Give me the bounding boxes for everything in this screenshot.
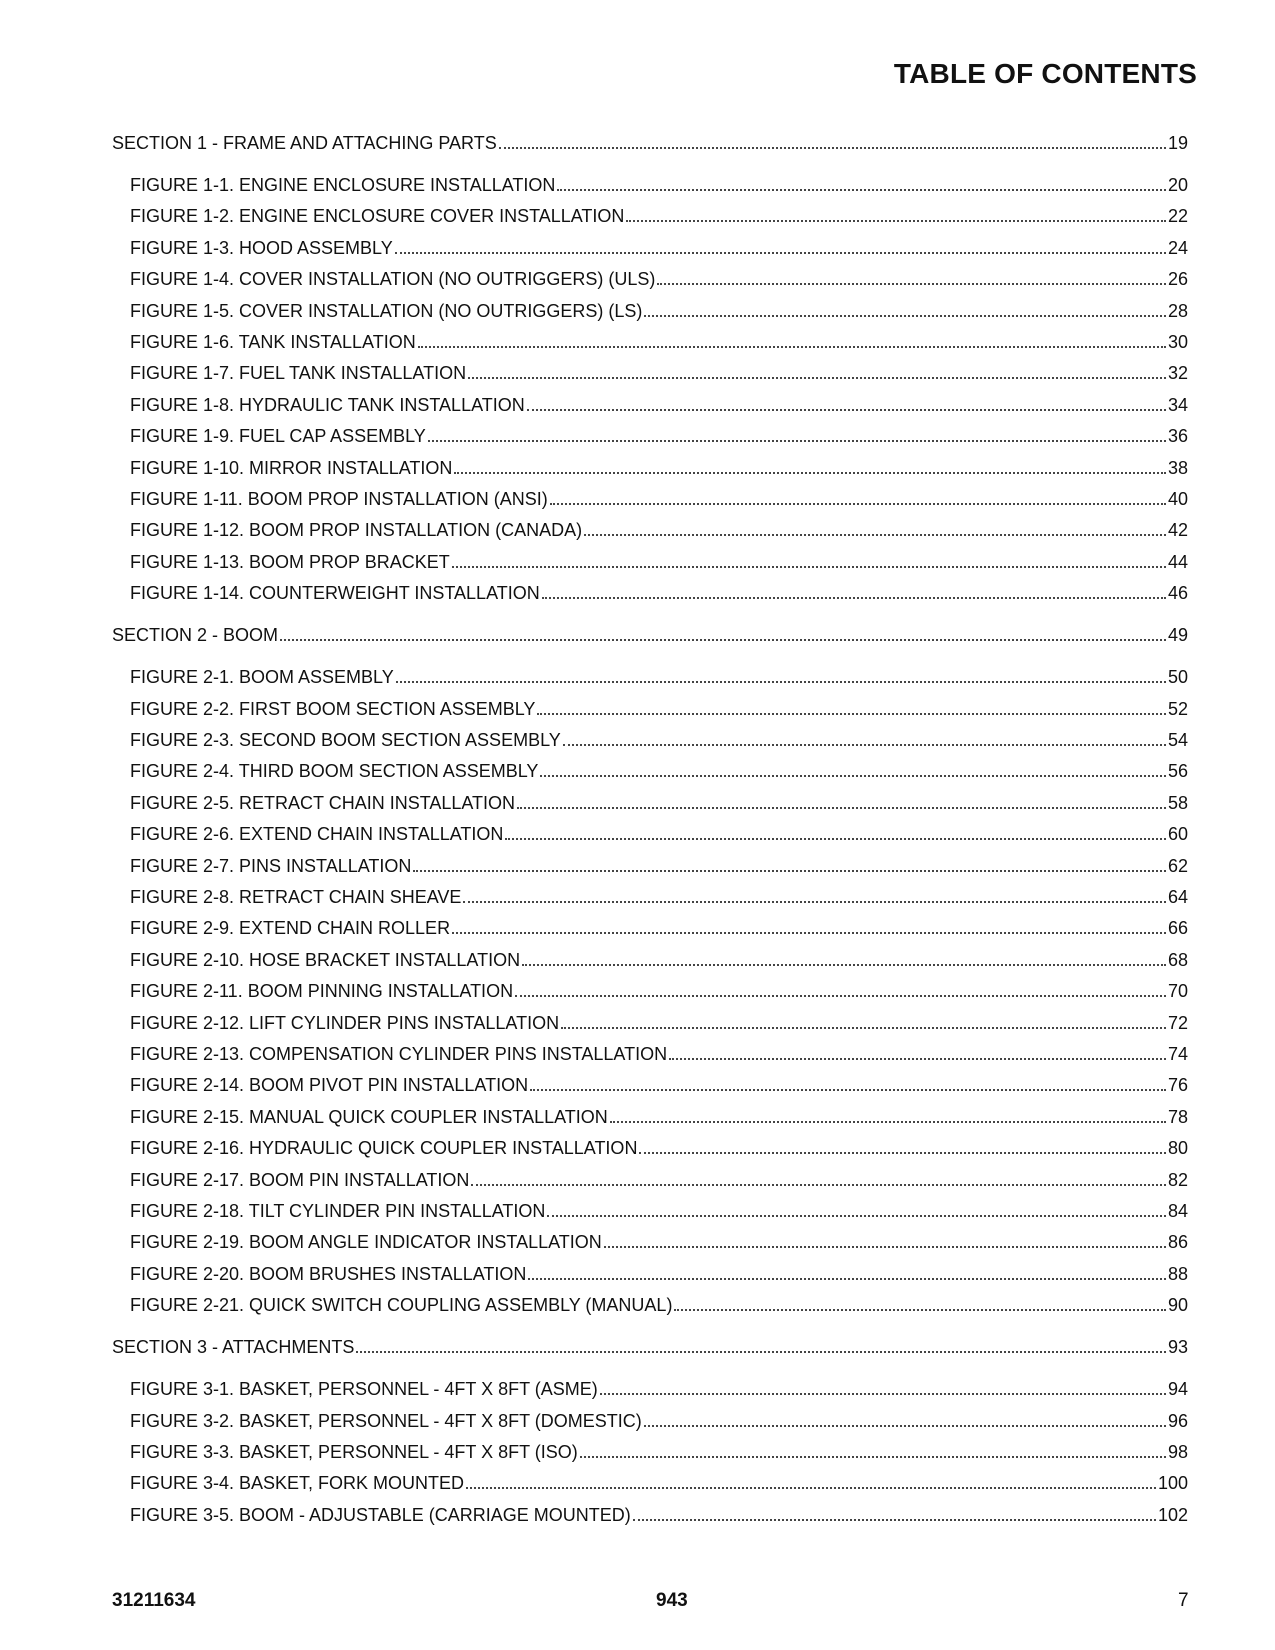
toc-entry-label: FIGURE 2-11. BOOM PINNING INSTALLATION (130, 981, 514, 1002)
toc-figure-entry[interactable] (130, 664, 1188, 688)
dot-leader (633, 1519, 1156, 1521)
toc-figure-entry[interactable] (130, 947, 1188, 971)
dot-leader (527, 409, 1166, 411)
toc-entry-label: FIGURE 1-11. BOOM PROP INSTALLATION (ANSI) (130, 489, 548, 509)
toc-entry-page: 94 (1167, 1379, 1188, 1400)
toc-entry-page: 86 (1167, 1232, 1188, 1253)
toc-entry-page: 28 (1167, 300, 1188, 321)
toc-figure-entry[interactable] (130, 1229, 1188, 1253)
dot-leader (563, 744, 1166, 746)
toc-figure-entry[interactable] (130, 235, 1188, 259)
toc-entry-page: 49 (1167, 625, 1188, 646)
toc-entry-label: FIGURE 2-9. EXTEND CHAIN ROLLER (130, 918, 451, 939)
toc-figure-entry[interactable] (130, 360, 1188, 384)
toc-figure-entry[interactable] (130, 790, 1188, 814)
toc-figure-entry[interactable] (130, 1261, 1188, 1285)
dot-leader (674, 1309, 1166, 1311)
toc-entry-page: 98 (1167, 1442, 1188, 1462)
toc-entry-label: FIGURE 1-5. COVER INSTALLATION (NO OUTRIGGERS) (LS) (130, 300, 643, 321)
toc-entry-page: 46 (1167, 583, 1188, 604)
toc-entry-label: FIGURE 2-10. HOSE BRACKET INSTALLATION (130, 949, 521, 970)
dot-leader (452, 932, 1166, 934)
dot-leader (537, 713, 1166, 715)
toc-figure-entry[interactable] (130, 329, 1188, 353)
toc-entry-label: FIGURE 1-12. BOOM PROP INSTALLATION (CANADA) (130, 520, 583, 541)
footer-model: 943 (656, 1590, 688, 1611)
toc-figure-entry[interactable] (130, 1470, 1188, 1494)
toc-entry-page: 66 (1167, 918, 1188, 939)
dot-leader (505, 838, 1166, 840)
footer-doc-number: 31211634 (112, 1590, 196, 1611)
dot-leader (396, 681, 1166, 683)
toc-entry-label: FIGURE 1-6. TANK INSTALLATION (130, 332, 416, 352)
dot-leader (644, 1425, 1166, 1427)
footer-page-number: 7 (1178, 1590, 1189, 1611)
toc-entry-label: FIGURE 2-3. SECOND BOOM SECTION ASSEMBLY (130, 730, 561, 750)
toc-figure-entry[interactable] (130, 1502, 1188, 1526)
toc-entry-page: 19 (1167, 133, 1188, 153)
toc-entry-label: SECTION 1 - FRAME AND ATTACHING PARTS (112, 133, 497, 153)
toc-entry-label: FIGURE 1-10. MIRROR INSTALLATION (130, 457, 453, 478)
toc-entry-page: 78 (1167, 1106, 1188, 1127)
toc-entry-label: FIGURE 2-8. RETRACT CHAIN SHEAVE (130, 887, 462, 907)
toc-figure-entry[interactable] (130, 1041, 1188, 1065)
toc-entry-label: SECTION 2 - BOOM (112, 625, 279, 646)
dot-leader (610, 1121, 1166, 1123)
dot-leader (626, 220, 1166, 222)
toc-figure-entry[interactable] (130, 1439, 1188, 1463)
dot-leader (280, 639, 1166, 641)
dot-leader (528, 1278, 1166, 1280)
toc-entry-page: 60 (1167, 824, 1188, 845)
toc-entry-label: FIGURE 3-5. BOOM - ADJUSTABLE (CARRIAGE MOUNTED) (130, 1504, 631, 1525)
toc-figure-entry[interactable] (130, 392, 1188, 416)
toc-figure-entry[interactable] (130, 423, 1188, 447)
toc-entry-page: 90 (1167, 1295, 1188, 1316)
toc-entry-label: FIGURE 2-17. BOOM PIN INSTALLATION (130, 1169, 470, 1190)
toc-figure-entry[interactable] (130, 1376, 1188, 1400)
toc-entry-page: 100 (1157, 1473, 1188, 1494)
toc-figure-entry[interactable] (130, 266, 1188, 290)
toc-entry-label: FIGURE 1-1. ENGINE ENCLOSURE INSTALLATION (130, 175, 556, 195)
toc-entry-page: 93 (1167, 1337, 1188, 1358)
toc-entry-label: FIGURE 2-21. QUICK SWITCH COUPLING ASSEMBLY (MANUAL) (130, 1295, 673, 1316)
toc-figure-entry[interactable] (130, 455, 1188, 479)
dot-leader (418, 346, 1166, 348)
toc-entry-label: FIGURE 3-4. BASKET, FORK MOUNTED (130, 1473, 465, 1494)
toc-entry-label: FIGURE 1-13. BOOM PROP BRACKET (130, 551, 450, 572)
toc-section-entry[interactable] (112, 622, 1188, 646)
toc-entry-page: 24 (1167, 237, 1188, 258)
dot-leader (454, 472, 1166, 474)
toc-figure-entry[interactable] (130, 1072, 1188, 1096)
toc-entry-page: 82 (1167, 1169, 1188, 1190)
dot-leader (644, 315, 1166, 317)
toc-figure-entry[interactable] (130, 884, 1188, 908)
dot-leader (657, 283, 1166, 285)
toc-entry-label: FIGURE 2-1. BOOM ASSEMBLY (130, 667, 394, 688)
dot-leader (471, 1184, 1166, 1186)
toc-entry-label: FIGURE 2-16. HYDRAULIC QUICK COUPLER INSTALLATION (130, 1138, 638, 1159)
dot-leader (413, 870, 1166, 872)
dot-leader (557, 189, 1166, 191)
toc-entry-page: 68 (1167, 949, 1188, 970)
toc-entry-page: 96 (1167, 1410, 1188, 1431)
toc-entry-page: 26 (1167, 269, 1188, 290)
dot-leader (522, 964, 1166, 966)
dot-leader (604, 1246, 1166, 1248)
toc-entry-page: 50 (1167, 667, 1188, 688)
dot-leader (463, 901, 1166, 903)
dot-leader (428, 440, 1166, 442)
toc-entry-page: 40 (1167, 489, 1188, 509)
toc-entry-label: FIGURE 1-14. COUNTERWEIGHT INSTALLATION (130, 583, 540, 604)
toc-entry-page: 58 (1167, 792, 1188, 813)
toc-entry-label: FIGURE 2-15. MANUAL QUICK COUPLER INSTALLATION (130, 1106, 608, 1127)
toc-figure-entry[interactable] (130, 1198, 1188, 1222)
dot-leader (466, 1487, 1156, 1489)
toc-entry-page: 76 (1167, 1075, 1188, 1096)
dot-leader (356, 1351, 1166, 1353)
toc-figure-entry[interactable] (130, 696, 1188, 720)
toc-entry-label: FIGURE 1-3. HOOD ASSEMBLY (130, 237, 393, 258)
dot-leader (542, 597, 1166, 599)
toc-entry-label: SECTION 3 - ATTACHMENTS (112, 1337, 355, 1358)
toc-entry-page: 70 (1167, 981, 1188, 1002)
toc-figure-entry[interactable] (130, 1135, 1188, 1159)
toc-entry-label: FIGURE 2-5. RETRACT CHAIN INSTALLATION (130, 792, 516, 813)
toc-figure-entry[interactable] (130, 580, 1188, 604)
toc-entry-page: 74 (1167, 1044, 1188, 1064)
dot-leader (515, 995, 1166, 997)
toc-entry-label: FIGURE 2-2. FIRST BOOM SECTION ASSEMBLY (130, 698, 536, 719)
toc-figure-entry[interactable] (130, 517, 1188, 541)
dot-leader (517, 807, 1166, 809)
dot-leader (580, 1456, 1166, 1458)
toc-entry-label: FIGURE 2-14. BOOM PIVOT PIN INSTALLATION (130, 1075, 529, 1096)
toc-figure-entry[interactable] (130, 203, 1188, 227)
dot-leader (547, 1215, 1166, 1217)
toc-entry-label: FIGURE 2-19. BOOM ANGLE INDICATOR INSTALLATION (130, 1232, 602, 1253)
toc-entry-label: FIGURE 1-2. ENGINE ENCLOSURE COVER INSTALLATION (130, 206, 625, 227)
toc-entry-page: 22 (1167, 206, 1188, 227)
toc-entry-page: 84 (1167, 1201, 1188, 1221)
toc-figure-entry[interactable] (130, 758, 1188, 782)
toc-entry-page: 34 (1167, 394, 1188, 415)
dot-leader (452, 566, 1166, 568)
toc-entry-label: FIGURE 3-2. BASKET, PERSONNEL - 4FT X 8FT (DOMESTIC) (130, 1410, 642, 1431)
toc-entry-label: FIGURE 1-4. COVER INSTALLATION (NO OUTRIGGERS) (ULS) (130, 269, 656, 290)
dot-leader (639, 1152, 1166, 1154)
toc-entry-label: FIGURE 2-4. THIRD BOOM SECTION ASSEMBLY (130, 761, 539, 782)
toc-entry-label: FIGURE 2-20. BOOM BRUSHES INSTALLATION (130, 1263, 527, 1284)
toc-entry-page: 88 (1167, 1263, 1188, 1284)
toc-entry-page: 72 (1167, 1012, 1188, 1033)
toc-section-entry[interactable] (112, 130, 1188, 154)
toc-figure-entry[interactable] (130, 727, 1188, 751)
toc-figure-entry[interactable] (130, 1010, 1188, 1034)
toc-figure-entry[interactable] (130, 298, 1188, 322)
toc-figure-entry[interactable] (130, 853, 1188, 877)
toc-entry-page: 62 (1167, 855, 1188, 876)
toc-figure-entry[interactable] (130, 172, 1188, 196)
toc-figure-entry[interactable] (130, 1292, 1188, 1316)
dot-leader (669, 1058, 1166, 1060)
toc-entry-page: 38 (1167, 457, 1188, 478)
toc-figure-entry[interactable] (130, 1104, 1188, 1128)
toc-entry-page: 54 (1167, 730, 1188, 750)
dot-leader (499, 147, 1166, 149)
toc-entry-label: FIGURE 3-1. BASKET, PERSONNEL - 4FT X 8FT (ASME) (130, 1379, 598, 1400)
toc-entry-page: 80 (1167, 1138, 1188, 1159)
toc-figure-entry[interactable] (130, 1408, 1188, 1432)
toc-figure-entry[interactable] (130, 549, 1188, 573)
toc-entry-page: 64 (1167, 887, 1188, 907)
dot-leader (530, 1089, 1166, 1091)
toc-entry-page: 52 (1167, 698, 1188, 719)
toc-figure-entry[interactable] (130, 978, 1188, 1002)
toc-entry-label: FIGURE 2-7. PINS INSTALLATION (130, 855, 412, 876)
toc-entry-label: FIGURE 1-8. HYDRAULIC TANK INSTALLATION (130, 394, 525, 415)
dot-leader (584, 534, 1166, 536)
toc-entry-page: 102 (1157, 1504, 1188, 1525)
toc-section-entry[interactable] (112, 1334, 1188, 1358)
toc-entry-label: FIGURE 2-18. TILT CYLINDER PIN INSTALLATION (130, 1201, 546, 1221)
dot-leader (468, 377, 1166, 379)
toc-entry-label: FIGURE 2-13. COMPENSATION CYLINDER PINS INSTALLATION (130, 1044, 668, 1064)
toc-entry-label: FIGURE 2-6. EXTEND CHAIN INSTALLATION (130, 824, 504, 845)
toc-entry-label: FIGURE 3-3. BASKET, PERSONNEL - 4FT X 8FT (ISO) (130, 1442, 578, 1462)
toc-entry-page: 20 (1167, 175, 1188, 195)
toc-entry-page: 32 (1167, 363, 1188, 384)
dot-leader (550, 503, 1166, 505)
toc-entry-page: 42 (1167, 520, 1188, 541)
dot-leader (540, 775, 1166, 777)
toc-entry-page: 36 (1167, 426, 1188, 447)
toc-figure-entry[interactable] (130, 1167, 1188, 1191)
toc-entry-label: FIGURE 1-9. FUEL CAP ASSEMBLY (130, 426, 426, 447)
toc-figure-entry[interactable] (130, 821, 1188, 845)
toc-entry-label: FIGURE 2-12. LIFT CYLINDER PINS INSTALLATION (130, 1012, 560, 1033)
toc-entry-page: 44 (1167, 551, 1188, 572)
toc-figure-entry[interactable] (130, 915, 1188, 939)
page-title: TABLE OF CONTENTS (893, 58, 1197, 89)
dot-leader (600, 1393, 1166, 1395)
toc-entry-page: 56 (1167, 761, 1188, 782)
dot-leader (561, 1027, 1166, 1029)
dot-leader (395, 252, 1166, 254)
toc-entry-label: FIGURE 1-7. FUEL TANK INSTALLATION (130, 363, 467, 384)
toc-entry-page: 30 (1167, 332, 1188, 352)
toc-figure-entry[interactable] (130, 486, 1188, 510)
